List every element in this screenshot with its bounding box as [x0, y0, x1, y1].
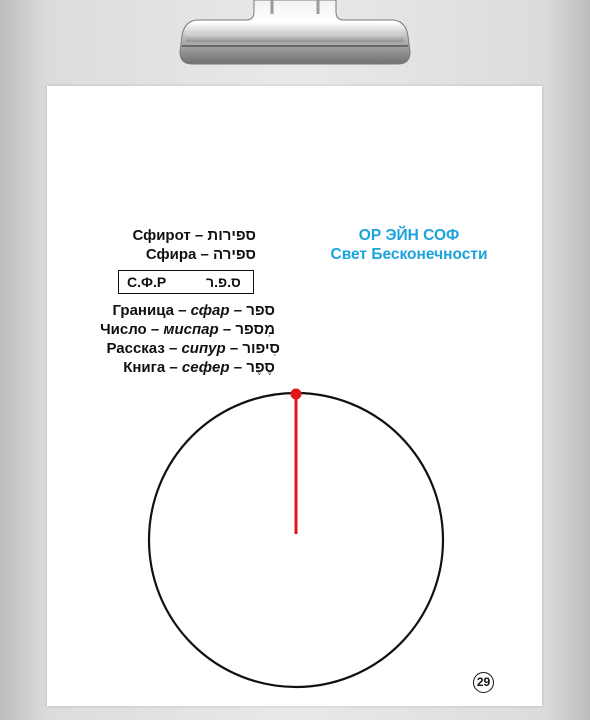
word-translit: миспар [163, 321, 219, 338]
root-ru: С.Ф.Р [127, 274, 167, 290]
or-ein-sof-title: ОР ЭЙН СОФ [358, 227, 460, 244]
sfirot-line [110, 226, 256, 246]
or-ein-sof-subtitle: Свет Бесконечности [330, 246, 488, 263]
word-he: סִיפור [242, 340, 280, 357]
word-ru: Книга – [123, 359, 178, 376]
word-he: ספר [246, 302, 275, 319]
word-row: Книга – сефер – סֶפֶר [123, 359, 275, 376]
sfirot-he: ספירות [207, 227, 256, 244]
word-he: סֶפֶר [246, 359, 275, 376]
word-ru: Число – [100, 321, 160, 338]
root-he: ס.פ.ר [206, 274, 241, 290]
page-sheet [47, 86, 542, 706]
word-ru: Рассказ – [106, 340, 178, 357]
word-ru: Граница – [112, 302, 187, 319]
binder-clip-icon [176, 0, 414, 66]
sfira-line [110, 245, 256, 265]
word-row: Рассказ – сипур – סִיפור [106, 340, 280, 357]
word-row: Граница – сфар – ספר [112, 302, 275, 319]
word-translit: сефер [181, 359, 230, 376]
word-he: מִספר [235, 321, 275, 338]
sfira-ru: Сфира – [145, 246, 209, 263]
sfira-he: ספירה [213, 246, 256, 263]
page-number: 29 [473, 672, 494, 693]
word-translit: сипур [181, 340, 226, 357]
word-row: Число – миспар – מִספר [100, 321, 275, 338]
sfirot-ru: Сфирот – [132, 227, 204, 244]
word-translit: сфар [190, 302, 230, 319]
